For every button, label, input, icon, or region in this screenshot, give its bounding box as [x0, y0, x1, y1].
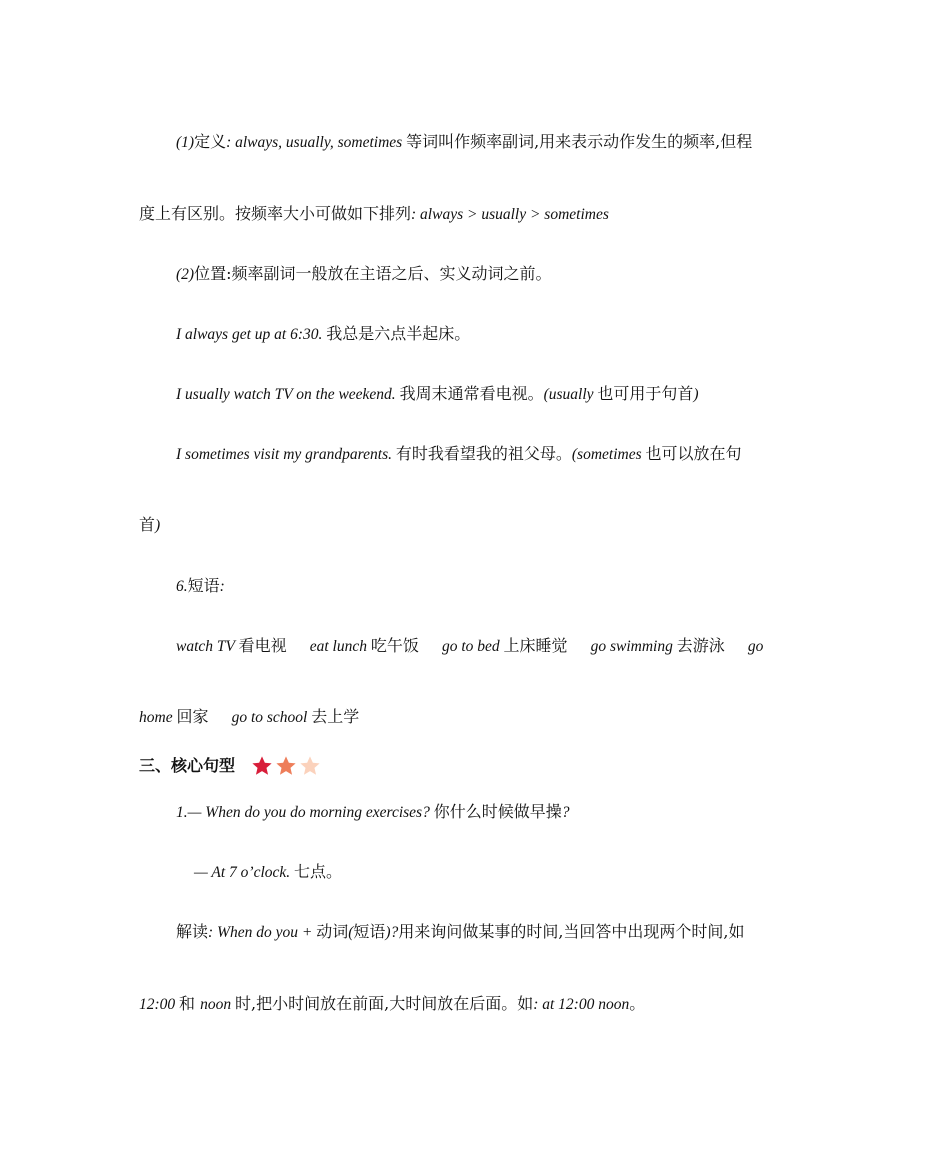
star-icon-2	[275, 755, 297, 777]
definition-line-1: (1)定义: always, usually, sometimes 等词叫作频率副词,用来表示动作发生的频率,但程	[176, 132, 753, 151]
phrases-line-1: watch TV 看电视 eat lunch 吃午饭 go to bed 上床睡觉 go swimming 去游泳 go	[176, 636, 764, 655]
explanation-line-1: 解读: When do you + 动词(短语)?用来询问做某事的时间,当回答中出现两个时间,如	[176, 922, 745, 941]
definition-line-2: 度上有区别。按频率大小可做如下排列: always > usually > sometimes	[139, 204, 609, 223]
explanation-line-2: 12:00 和 noon 时,把小时间放在前面,大时间放在后面。如: at 12:00 noon。	[139, 994, 646, 1013]
phrases-line-2: home 回家 go to school 去上学	[139, 707, 360, 726]
section-title: 三、核心句型	[139, 756, 236, 775]
position-line: (2)位置:频率副词一般放在主语之后、实义动词之前。	[176, 264, 552, 283]
example-always: I always get up at 6:30. 我总是六点半起床。	[176, 324, 471, 343]
sentence-question: 1.— When do you do morning exercises? 你什么时候做早操?	[176, 802, 570, 821]
phrases-label: 6.短语:	[176, 576, 225, 595]
rating-stars	[251, 755, 321, 777]
example-sometimes: I sometimes visit my grandparents. 有时我看望我的祖父母。(sometimes 也可以放在句	[176, 444, 742, 463]
star-icon-3	[299, 755, 321, 777]
star-icon-1	[251, 755, 273, 777]
section-heading	[139, 754, 321, 778]
example-sometimes-cont: 首)	[139, 515, 161, 534]
example-usually: I usually watch TV on the weekend. 我周末通常看电视。(usually 也可用于句首)	[176, 384, 699, 403]
sentence-answer: — At 7 o’clock. 七点。	[194, 862, 343, 881]
